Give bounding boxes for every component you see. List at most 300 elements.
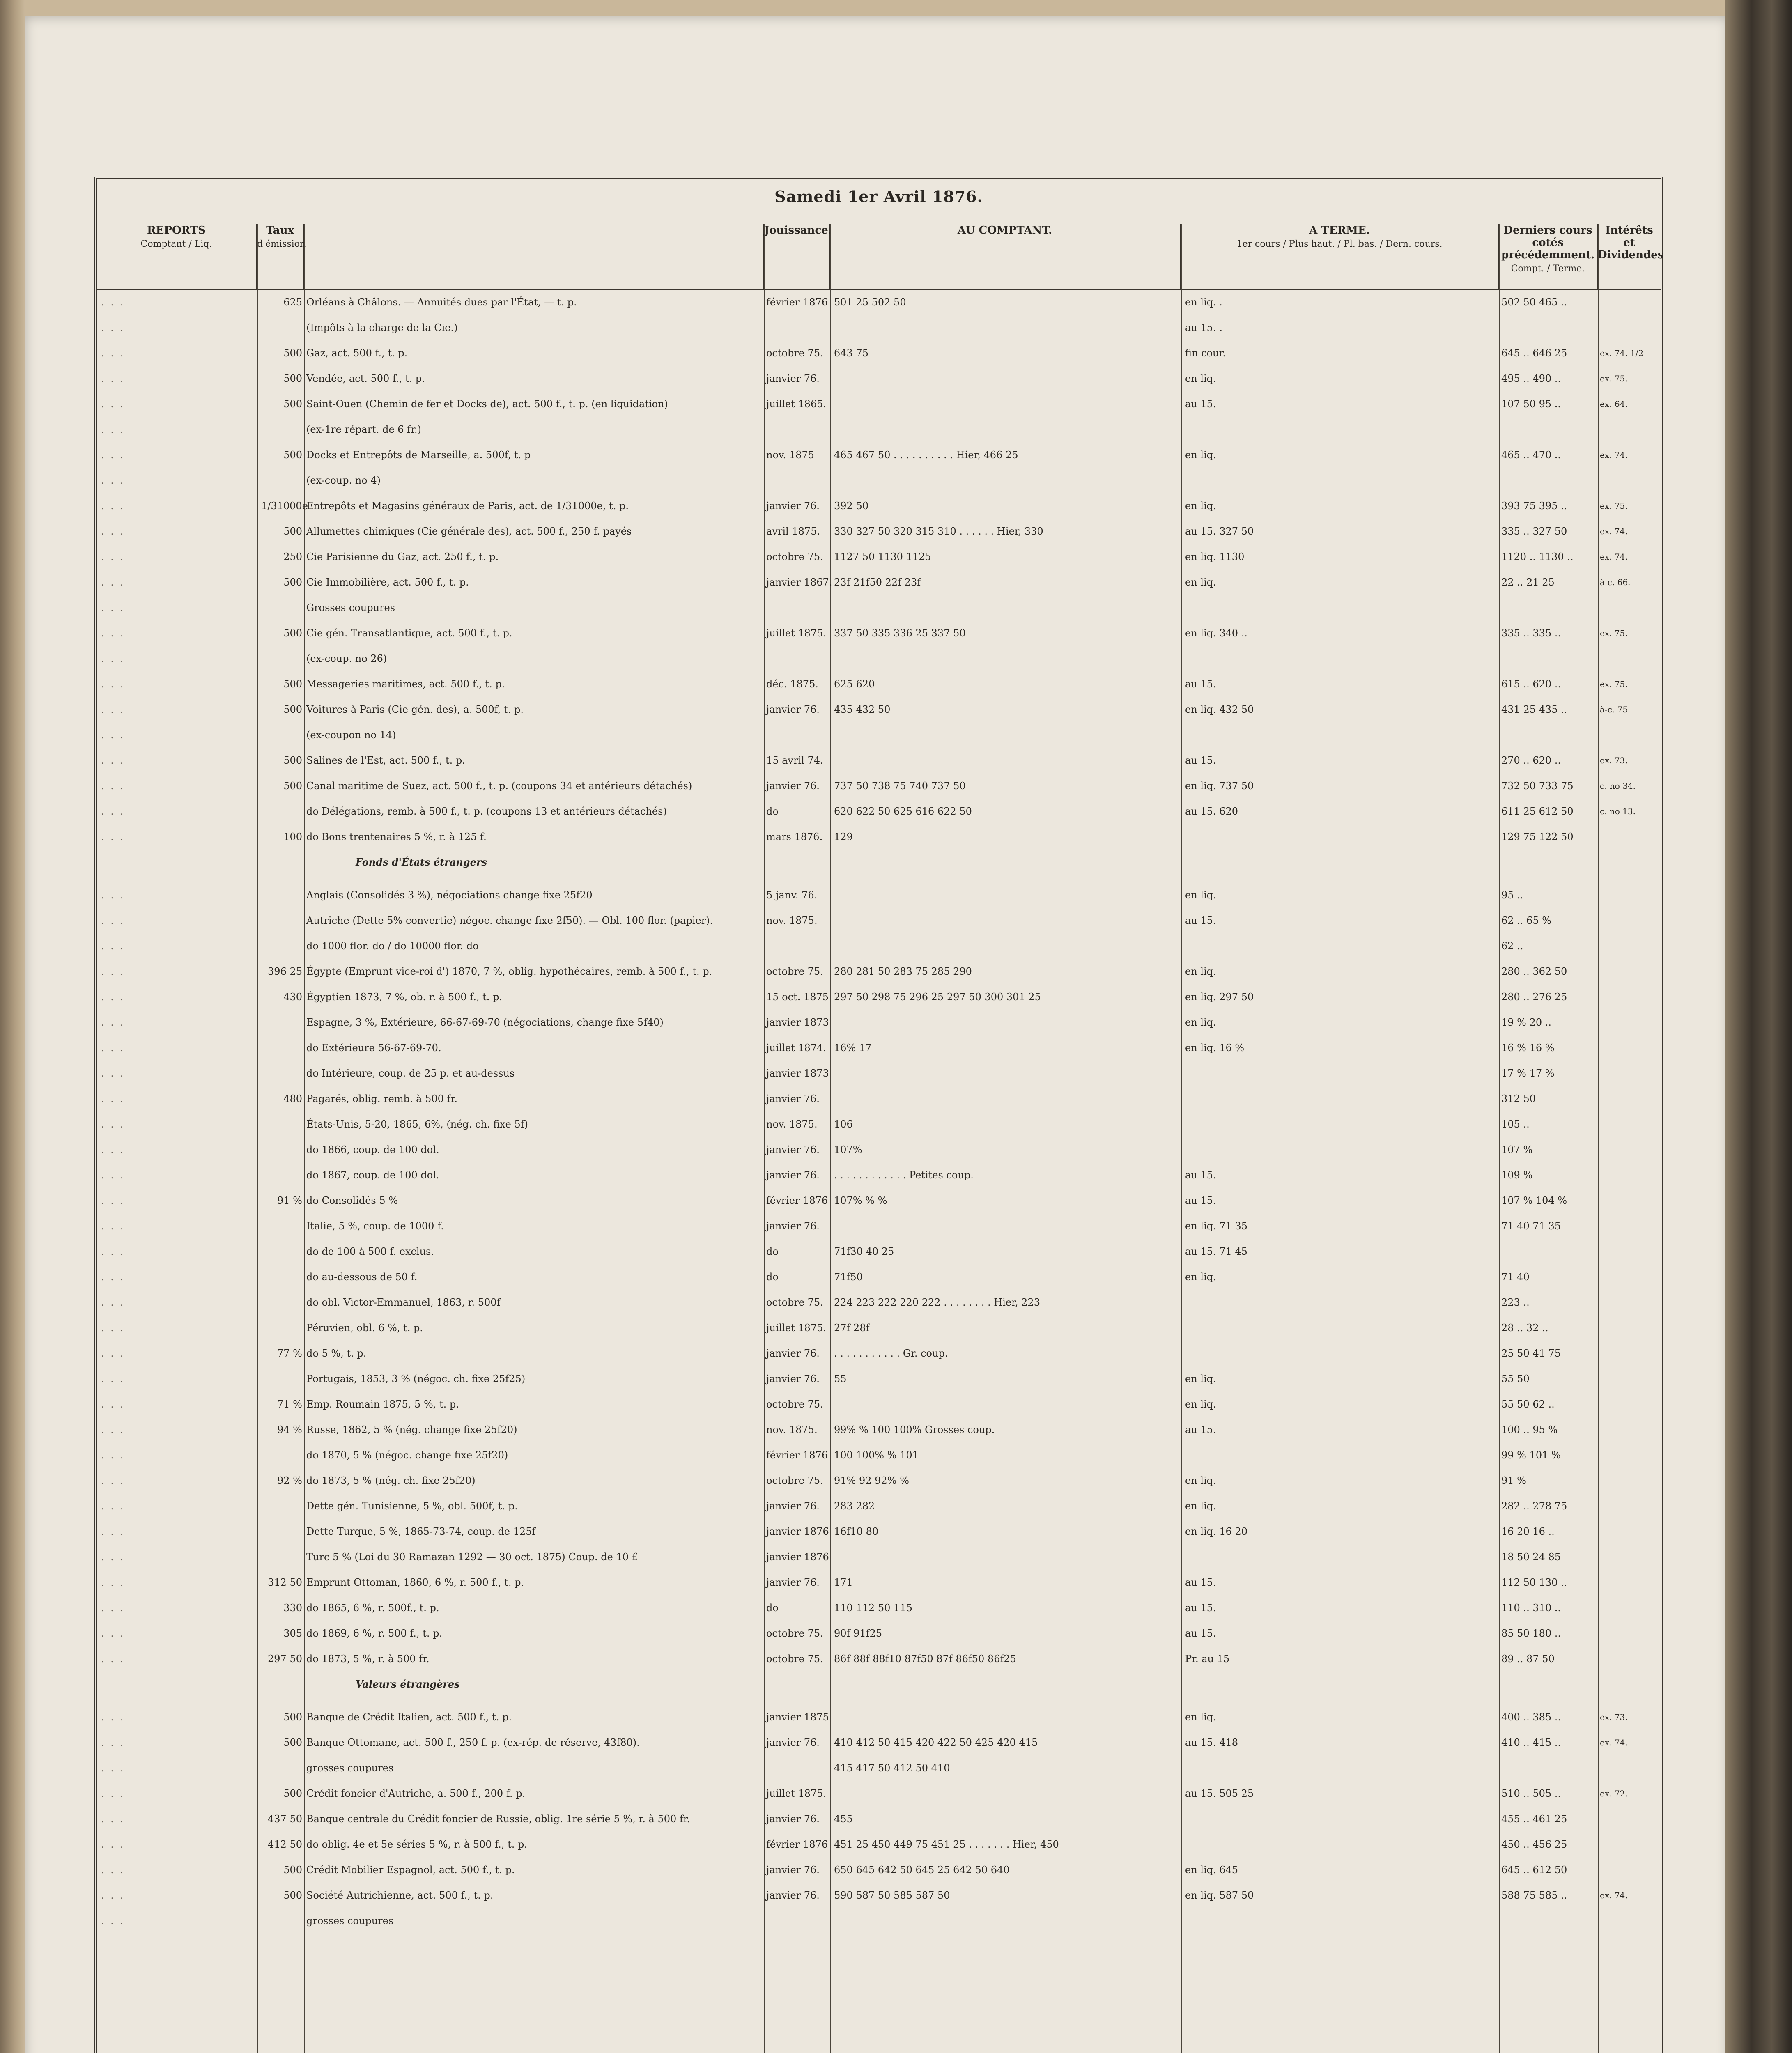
jouissance-cell: do [766, 806, 779, 817]
dividende-cell: ex. 75. [1600, 628, 1628, 638]
jouissance-cell: octobre 75. [766, 1297, 823, 1308]
taux-cell: 305 [283, 1628, 302, 1639]
terme-cell: en liq. [1185, 576, 1216, 588]
jouissance-cell: janvier 76. [766, 500, 820, 512]
header-taux-label: Taux [266, 224, 294, 237]
reports-cell: . . . [101, 1788, 125, 1799]
libelle-cell: do Délégations, remb. à 500 f., t. p. (coupons 13 et antérieurs détachés) [306, 806, 667, 817]
table-row [97, 1551, 1661, 1563]
precedent-cell: 455 .. 461 25 [1501, 1813, 1567, 1825]
precedent-cell: 28 .. 32 .. [1501, 1322, 1548, 1334]
terme-cell: au 15. [1185, 1169, 1216, 1181]
precedent-cell: 282 .. 278 75 [1501, 1500, 1567, 1512]
precedent-cell: 615 .. 620 .. [1501, 678, 1561, 690]
table-row [97, 652, 1661, 665]
reports-cell: . . . [101, 1864, 125, 1876]
table-row [97, 991, 1661, 1003]
precedent-cell: 105 .. [1501, 1118, 1530, 1130]
libelle-cell: Docks et Entrepôts de Marseille, a. 500f, t. p [306, 449, 531, 461]
jouissance-cell: 15 avril 74. [766, 755, 823, 766]
jouissance-cell: janvier 76. [766, 1169, 820, 1181]
header-dividendes [1598, 224, 1664, 290]
taux-cell: 625 [283, 296, 302, 308]
libelle-cell: Banque Ottomane, act. 500 f., 250 f. p. (ex-rép. de réserve, 43f80). [306, 1737, 640, 1748]
table-row [97, 965, 1661, 978]
libelle-cell: Banque centrale du Crédit foncier de Russie, oblig. 1re série 5 %, r. à 500 fr. [306, 1813, 690, 1825]
header-jouissance [764, 224, 830, 290]
jouissance-cell: juillet 1875. [766, 1322, 827, 1334]
precedent-cell: 611 25 612 50 [1501, 806, 1574, 817]
comptant-cell: 455 [834, 1813, 853, 1825]
reports-cell: . . . [101, 653, 125, 664]
reports-cell: . . . [101, 475, 125, 486]
comptant-cell: . . . . . . . . . . . . Petites coup. [834, 1169, 974, 1181]
comptant-cell: 106 [834, 1118, 853, 1130]
taux-cell: 500 [283, 449, 302, 461]
taux-cell: 94 % [277, 1424, 302, 1435]
precedent-cell: 335 .. 327 50 [1501, 526, 1567, 537]
taux-cell: 437 50 [268, 1813, 302, 1825]
taux-cell: 92 % [277, 1475, 302, 1486]
terme-cell: en liq. 16 20 [1185, 1526, 1248, 1537]
precedent-cell: 645 .. 646 25 [1501, 347, 1567, 359]
reports-cell: . . . [101, 1526, 125, 1537]
terme-cell: en liq. [1185, 1711, 1216, 1723]
libelle-cell: Cie Parisienne du Gaz, act. 250 f., t. p. [306, 551, 499, 563]
comptant-cell: 283 282 [834, 1500, 875, 1512]
jouissance-cell: janvier 76. [766, 780, 820, 792]
comptant-cell: 16% 17 [834, 1042, 872, 1054]
libelle-cell: Emprunt Ottoman, 1860, 6 %, r. 500 f., t. p. [306, 1577, 524, 1588]
reports-cell: . . . [101, 1711, 125, 1723]
table-row [97, 914, 1661, 927]
libelle-cell: do 1865, 6 %, r. 500f., t. p. [306, 1602, 439, 1614]
terme-cell: au 15. [1185, 1195, 1216, 1206]
libelle-cell: Turc 5 % (Loi du 30 Ramazan 1292 — 30 oct. 1875) Coup. de 10 £ [306, 1551, 638, 1563]
header-reports-sub: Comptant / Liq. [140, 239, 212, 249]
dividende-cell: c. no 13. [1600, 806, 1636, 816]
reports-cell: . . . [101, 678, 125, 690]
comptant-cell: 410 412 50 415 420 422 50 425 420 415 [834, 1737, 1038, 1748]
jouissance-cell: janvier 76. [766, 1093, 820, 1105]
comptant-cell: 90f 91f25 [834, 1628, 882, 1639]
libelle-cell: Société Autrichienne, act. 500 f., t. p. [306, 1890, 494, 1901]
taux-cell: 500 [283, 1711, 302, 1723]
table-row [97, 889, 1661, 901]
precedent-cell: 465 .. 470 .. [1501, 449, 1561, 461]
reports-cell: . . . [101, 1068, 125, 1079]
jouissance-cell: janvier 1867. [766, 576, 832, 588]
terme-cell: en liq. [1185, 889, 1216, 901]
section-heading-row [97, 856, 1661, 868]
libelle-cell: Dette gén. Tunisienne, 5 %, obl. 500f, t. p. [306, 1500, 518, 1512]
precedent-cell: 99 % 101 % [1501, 1449, 1561, 1461]
table-row [97, 1627, 1661, 1640]
book-binding [0, 0, 25, 2053]
reports-cell: . . . [101, 1322, 125, 1334]
precedent-cell: 223 .. [1501, 1297, 1530, 1308]
comptant-cell: 337 50 335 336 25 337 50 [834, 627, 966, 639]
libelle-cell: do Extérieure 56-67-69-70. [306, 1042, 441, 1054]
reports-cell: . . . [101, 1169, 125, 1181]
taux-cell: 500 [283, 373, 302, 384]
terme-cell: en liq. [1185, 500, 1216, 512]
table-row [97, 602, 1661, 614]
terme-cell: en liq. 1130 [1185, 551, 1245, 563]
taux-cell: 500 [283, 704, 302, 715]
terme-cell: au 15. 620 [1185, 806, 1238, 817]
dividende-cell: ex. 64. [1600, 399, 1628, 409]
reports-cell: . . . [101, 889, 125, 901]
precedent-cell: 91 % [1501, 1475, 1526, 1486]
precedent-cell: 17 % 17 % [1501, 1068, 1555, 1079]
comptant-cell: 91% 92 92% % [834, 1475, 909, 1486]
libelle-cell: Italie, 5 %, coup. de 1000 f. [306, 1220, 444, 1232]
page-title: Samedi 1er Avril 1876. [774, 187, 983, 206]
libelle-cell: Canal maritime de Suez, act. 500 f., t. p. (coupons 34 et antérieurs détachés) [306, 780, 692, 792]
comptant-cell: 451 25 450 449 75 451 25 . . . . . . . Hier, 450 [834, 1839, 1059, 1850]
libelle-cell: (ex-coup. no 4) [306, 475, 381, 486]
reports-cell: . . . [101, 1500, 125, 1512]
reports-cell: . . . [101, 991, 125, 1003]
dividende-cell: ex. 75. [1600, 679, 1628, 689]
jouissance-cell: janvier 1873 [766, 1068, 829, 1079]
table-row [97, 805, 1661, 818]
precedent-cell: 85 50 180 .. [1501, 1628, 1561, 1639]
table-row [97, 780, 1661, 792]
reports-cell: . . . [101, 1195, 125, 1206]
terme-cell: en liq. 340 .. [1185, 627, 1248, 639]
jouissance-cell: 5 janv. 76. [766, 889, 818, 901]
taux-cell: 430 [283, 991, 302, 1003]
comptant-cell: . . . . . . . . . . . Gr. coup. [834, 1348, 948, 1359]
table-row [97, 1398, 1661, 1410]
terme-cell: en liq. [1185, 1373, 1216, 1385]
reports-cell: . . . [101, 1813, 125, 1825]
table-row [97, 1296, 1661, 1309]
table-row [97, 729, 1661, 741]
reports-cell: . . . [101, 755, 125, 766]
precedent-cell: 22 .. 21 25 [1501, 576, 1555, 588]
header-comptant-label: AU COMPTANT. [957, 224, 1052, 237]
terme-cell: Pr. au 15 [1185, 1653, 1230, 1665]
header-precedent-label: Derniers cours cotés précédemment. [1501, 224, 1595, 261]
libelle-cell: Anglais (Consolidés 3 %), négociations change fixe 25f20 [306, 889, 593, 901]
comptant-cell: 330 327 50 320 315 310 . . . . . . Hier, 330 [834, 526, 1043, 537]
taux-cell: 500 [283, 1864, 302, 1876]
taux-cell: 77 % [277, 1348, 302, 1359]
reports-cell: . . . [101, 1220, 125, 1232]
reports-cell: . . . [101, 576, 125, 588]
precedent-cell: 393 75 395 .. [1501, 500, 1567, 512]
libelle-cell: (ex-1re répart. de 6 fr.) [306, 424, 421, 435]
dividende-cell: ex. 74. [1600, 450, 1628, 460]
jouissance-cell: janvier 76. [766, 1220, 820, 1232]
terme-cell: au 15. [1185, 1577, 1216, 1588]
jouissance-cell: janvier 1875 [766, 1711, 829, 1723]
table-row [97, 1915, 1661, 1927]
terme-cell: en liq. 645 [1185, 1864, 1238, 1876]
jouissance-cell: mars 1876. [766, 831, 823, 843]
reports-cell: . . . [101, 398, 125, 410]
terme-cell: au 15. [1185, 755, 1216, 766]
reports-cell: . . . [101, 1373, 125, 1385]
table-row [97, 1602, 1661, 1614]
reports-cell: . . . [101, 627, 125, 639]
terme-cell: en liq. [1185, 966, 1216, 977]
table-row [97, 1525, 1661, 1538]
terme-cell: en liq. 587 50 [1185, 1890, 1254, 1901]
taux-cell: 250 [283, 551, 302, 563]
table-row [97, 1424, 1661, 1436]
reports-cell: . . . [101, 1042, 125, 1054]
taux-cell: 91 % [277, 1195, 302, 1206]
table-row [97, 1576, 1661, 1589]
dividende-cell: ex. 75. [1600, 501, 1628, 511]
table-row [97, 347, 1661, 359]
libelle-cell: do 1870, 5 % (négoc. change fixe 25f20) [306, 1449, 508, 1461]
taux-cell: 330 [283, 1602, 302, 1614]
jouissance-cell: juillet 1865. [766, 398, 827, 410]
table-row [97, 1220, 1661, 1232]
taux-cell: 100 [283, 831, 302, 843]
precedent-cell: 335 .. 335 .. [1501, 627, 1561, 639]
dividende-cell: ex. 72. [1600, 1789, 1628, 1798]
jouissance-cell: octobre 75. [766, 966, 823, 977]
libelle-cell: do Consolidés 5 % [306, 1195, 398, 1206]
reports-cell: . . . [101, 500, 125, 512]
jouissance-cell: janvier 76. [766, 1348, 820, 1359]
comptant-cell: 737 50 738 75 740 737 50 [834, 780, 966, 792]
precedent-cell: 129 75 122 50 [1501, 831, 1574, 843]
table-row [97, 1653, 1661, 1665]
precedent-cell: 18 50 24 85 [1501, 1551, 1561, 1563]
comptant-cell: 71f30 40 25 [834, 1246, 894, 1257]
table-row [97, 1762, 1661, 1774]
taux-cell: 500 [283, 755, 302, 766]
table-row [97, 1194, 1661, 1207]
reports-cell: . . . [101, 449, 125, 461]
table-row [97, 1449, 1661, 1461]
jouissance-cell: nov. 1875 [766, 449, 814, 461]
comptant-cell: 501 25 502 50 [834, 296, 906, 308]
header-libelle [304, 224, 764, 290]
table-row [97, 576, 1661, 588]
libelle-cell: États-Unis, 5-20, 1865, 6%, (nég. ch. fixe 5f) [306, 1118, 528, 1130]
table-row [97, 831, 1661, 843]
jouissance-cell: janvier 76. [766, 1500, 820, 1512]
terme-cell: en liq. [1185, 373, 1216, 384]
comptant-cell: 129 [834, 831, 853, 843]
libelle-cell: Russe, 1862, 5 % (nég. change fixe 25f20) [306, 1424, 517, 1435]
jouissance-cell: octobre 75. [766, 1475, 823, 1486]
precedent-cell: 495 .. 490 .. [1501, 373, 1561, 384]
reports-cell: . . . [101, 1577, 125, 1588]
libelle-cell: Cie Immobilière, act. 500 f., t. p. [306, 576, 469, 588]
taux-cell: 500 [283, 347, 302, 359]
libelle-cell: Orléans à Châlons. — Annuités dues par l'État, — t. p. [306, 296, 577, 308]
libelle-cell: do obl. Victor-Emmanuel, 1863, r. 500f [306, 1297, 501, 1308]
reports-cell: . . . [101, 1551, 125, 1563]
jouissance-cell: nov. 1875. [766, 915, 818, 926]
libelle-cell: Messageries maritimes, act. 500 f., t. p. [306, 678, 505, 690]
jouissance-cell: juillet 1875. [766, 627, 827, 639]
taux-cell: 500 [283, 780, 302, 792]
table-row [97, 449, 1661, 461]
libelle-cell: Autriche (Dette 5% convertie) négoc. change fixe 2f50). — Obl. 100 flor. (papier). [306, 915, 713, 926]
taux-cell: 500 [283, 1788, 302, 1799]
precedent-cell: 55 50 62 .. [1501, 1399, 1555, 1410]
table-row [97, 678, 1661, 690]
jouissance-cell: juillet 1875. [766, 1788, 827, 1799]
jouissance-cell: octobre 75. [766, 551, 823, 563]
precedent-cell: 410 .. 415 .. [1501, 1737, 1561, 1748]
libelle-cell: Péruvien, obl. 6 %, t. p. [306, 1322, 423, 1334]
libelle-cell: Portugais, 1853, 3 % (négoc. ch. fixe 25f25) [306, 1373, 526, 1385]
taux-cell: 412 50 [268, 1839, 302, 1850]
comptant-cell: 643 75 [834, 347, 868, 359]
reports-cell: . . . [101, 1653, 125, 1665]
libelle-cell: Banque de Crédit Italien, act. 500 f., t. p. [306, 1711, 512, 1723]
precedent-cell: 732 50 733 75 [1501, 780, 1574, 792]
reports-cell: . . . [101, 1762, 125, 1774]
precedent-cell: 71 40 [1501, 1271, 1530, 1283]
libelle-cell: do oblig. 4e et 5e séries 5 %, r. à 500 f., t. p. [306, 1839, 527, 1850]
precedent-cell: 270 .. 620 .. [1501, 755, 1561, 766]
libelle-cell: do 1866, coup. de 100 dol. [306, 1144, 439, 1155]
jouissance-cell: octobre 75. [766, 347, 823, 359]
libelle-cell: Gaz, act. 500 f., t. p. [306, 347, 408, 359]
reports-cell: . . . [101, 1246, 125, 1257]
dividende-cell: ex. 75. [1600, 374, 1628, 384]
comptant-cell: 590 587 50 585 587 50 [834, 1890, 950, 1901]
terme-cell: au 15. 505 25 [1185, 1788, 1254, 1799]
comptant-cell: 27f 28f [834, 1322, 870, 1334]
jouissance-cell: janvier 76. [766, 704, 820, 715]
libelle-cell: Pagarés, oblig. remb. à 500 fr. [306, 1093, 457, 1105]
libelle-cell: Dette Turque, 5 %, 1865-73-74, coup. de 125f [306, 1526, 536, 1537]
precedent-cell: 431 25 435 .. [1501, 704, 1567, 715]
libelle-cell: do au-dessous de 50 f. [306, 1271, 418, 1283]
table-row [97, 754, 1661, 767]
reports-cell: . . . [101, 1348, 125, 1359]
precedent-cell: 71 40 71 35 [1501, 1220, 1561, 1232]
reports-cell: . . . [101, 1424, 125, 1435]
libelle-cell: Entrepôts et Magasins généraux de Paris, act. de 1/31000e, t. p. [306, 500, 629, 512]
terme-cell: au 15. [1185, 1424, 1216, 1435]
comptant-cell: 55 [834, 1373, 847, 1385]
comptant-cell: 280 281 50 283 75 285 290 [834, 966, 972, 977]
taux-cell: 500 [283, 576, 302, 588]
jouissance-cell: nov. 1875. [766, 1424, 818, 1435]
precedent-cell: 110 .. 310 .. [1501, 1602, 1561, 1614]
libelle-cell: Emp. Roumain 1875, 5 %, t. p. [306, 1399, 459, 1410]
terme-cell: au 15. [1185, 1628, 1216, 1639]
jouissance-cell: déc. 1875. [766, 678, 818, 690]
reports-cell: . . . [101, 1144, 125, 1155]
libelle-cell: Vendée, act. 500 f., t. p. [306, 373, 425, 384]
comptant-cell: 1127 50 1130 1125 [834, 551, 931, 563]
comptant-cell: 415 417 50 412 50 410 [834, 1762, 950, 1774]
precedent-cell: 109 % [1501, 1169, 1533, 1181]
libelle-cell: grosses coupures [306, 1762, 394, 1774]
table-row [97, 423, 1661, 436]
reports-cell: . . . [101, 704, 125, 715]
table-row [97, 1500, 1661, 1512]
table-row [97, 474, 1661, 487]
terme-cell: en liq. 737 50 [1185, 780, 1254, 792]
header-jouissance-label: Jouissance. [764, 224, 832, 237]
terme-cell: au 15. . [1185, 322, 1222, 333]
precedent-cell: 16 % 16 % [1501, 1042, 1555, 1054]
terme-cell: au 15. [1185, 678, 1216, 690]
table-row [97, 1838, 1661, 1851]
libelle-cell: Allumettes chimiques (Cie générale des), act. 500 f., 250 f. payés [306, 526, 632, 537]
reports-cell: . . . [101, 1017, 125, 1028]
dividende-cell: ex. 74. [1600, 1738, 1628, 1748]
libelle-cell: do 1000 flor. do / do 10000 flor. do [306, 940, 479, 952]
reports-cell: . . . [101, 1271, 125, 1283]
terme-cell: au 15. [1185, 915, 1216, 926]
precedent-cell: 645 .. 612 50 [1501, 1864, 1567, 1876]
reports-cell: . . . [101, 729, 125, 741]
header-comptant [830, 224, 1181, 290]
header-terme [1181, 224, 1499, 290]
table-row [97, 940, 1661, 952]
reports-cell: . . . [101, 1475, 125, 1486]
taux-cell: 480 [283, 1093, 302, 1105]
dividende-cell: ex. 74. 1/2 [1600, 348, 1644, 358]
libelle-cell: Égyptien 1873, 7 %, ob. r. à 500 f., t. p. [306, 991, 503, 1003]
taux-cell: 500 [283, 398, 302, 410]
libelle-cell: (ex-coup. no 26) [306, 653, 387, 664]
dividende-cell: c. no 34. [1600, 781, 1636, 791]
taux-cell: 500 [283, 1737, 302, 1748]
taux-cell: 297 50 [268, 1653, 302, 1665]
terme-cell: au 15. 71 45 [1185, 1246, 1248, 1257]
libelle-cell: do 1873, 5 % (nég. ch. fixe 25f20) [306, 1475, 476, 1486]
precedent-cell: 107 % 104 % [1501, 1195, 1567, 1206]
dividende-cell: à-c. 66. [1600, 577, 1631, 587]
table-row [97, 1711, 1661, 1723]
libelle-cell: do Intérieure, coup. de 25 p. et au-dessus [306, 1068, 515, 1079]
terme-cell: en liq. [1185, 1475, 1216, 1486]
libelle-cell: Salines de l'Est, act. 500 f., t. p. [306, 755, 465, 766]
jouissance-cell: janvier 76. [766, 1737, 820, 1748]
price-table-frame [94, 177, 1663, 2053]
libelle-cell: do 5 %, t. p. [306, 1348, 367, 1359]
dividende-cell: ex. 73. [1600, 1712, 1628, 1722]
reports-cell: . . . [101, 806, 125, 817]
page-edge [1725, 0, 1792, 2053]
reports-cell: . . . [101, 1839, 125, 1850]
comptant-cell: 620 622 50 625 616 622 50 [834, 806, 972, 817]
jouissance-cell: janvier 76. [766, 1373, 820, 1385]
table-row [97, 1864, 1661, 1876]
precedent-cell: 89 .. 87 50 [1501, 1653, 1555, 1665]
jouissance-cell: janvier 76. [766, 1577, 820, 1588]
comptant-cell: 110 112 50 115 [834, 1602, 912, 1614]
dividende-cell: à-c. 75. [1600, 705, 1631, 714]
comptant-cell: 392 50 [834, 500, 868, 512]
jouissance-cell: février 1876 [766, 296, 828, 308]
libelle-cell: do 1869, 6 %, r. 500 f., t. p. [306, 1628, 443, 1639]
precedent-cell: 95 .. [1501, 889, 1523, 901]
header-taux-sub: d'émission [257, 239, 306, 249]
libelle-cell: Crédit Mobilier Espagnol, act. 500 f., t. p. [306, 1864, 515, 1876]
jouissance-cell: février 1876 [766, 1195, 828, 1206]
reports-cell: . . . [101, 1628, 125, 1639]
